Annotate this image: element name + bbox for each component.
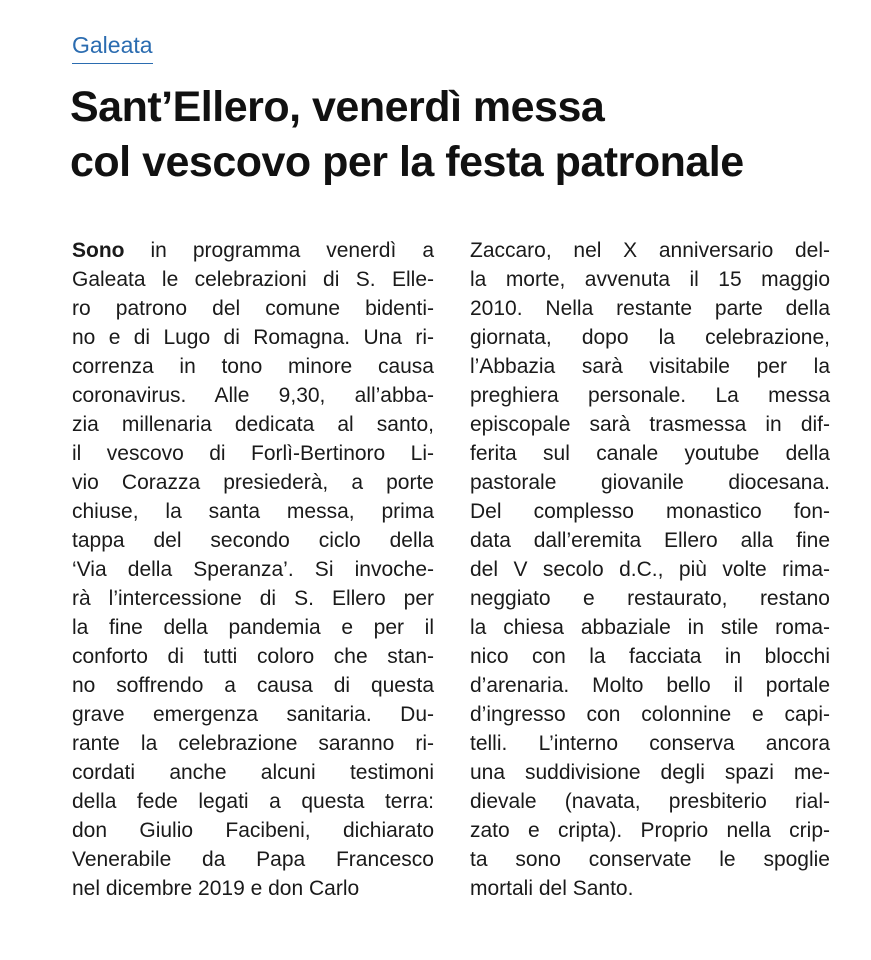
article-line: vio Corazza presiederà, a porte <box>72 471 434 494</box>
article-line: rante la celebrazione saranno ri- <box>72 732 434 755</box>
article-line: telli. L’interno conserva ancora <box>470 732 830 755</box>
article-line: ‘Via della Speranza’. Si invoche- <box>72 558 434 581</box>
article-line: d’ingresso con colonnine e capi- <box>470 703 830 726</box>
headline <box>70 80 850 190</box>
article-line: dievale (navata, presbiterio rial- <box>470 790 830 813</box>
headline-line-2: col vescovo per la festa patronale <box>70 138 744 186</box>
article-line: coronavirus. Alle 9,30, all’abba- <box>72 384 434 407</box>
article-line: episcopale sarà trasmessa in dif- <box>470 413 830 436</box>
article-lead-word: Sono <box>72 239 125 262</box>
article-line: data dall’eremita Ellero alla fine <box>470 529 830 552</box>
article-line: d’arenaria. Molto bello il portale <box>470 674 830 697</box>
article-line-text: in programma venerdì a <box>124 239 434 262</box>
article-line: cordati anche alcuni testimoni <box>72 761 434 784</box>
article-line: zia millenaria dedicata al santo, <box>72 413 434 436</box>
article-line: ferita sul canale youtube della <box>470 442 830 465</box>
article-line: tappa del secondo ciclo della <box>72 529 434 552</box>
article-line: don Giulio Facibeni, dichiarato <box>72 819 434 842</box>
article-line: 2010. Nella restante parte della <box>470 297 830 320</box>
article-line: del V secolo d.C., più volte rima- <box>470 558 830 581</box>
article-line: della fede legati a questa terra: <box>72 790 434 813</box>
article-column-right <box>470 236 830 903</box>
article-line: Venerabile da Papa Francesco <box>72 848 434 871</box>
headline-line-1: Sant’Ellero, venerdì messa <box>70 83 605 131</box>
article-line: zato e cripta). Proprio nella crip- <box>470 819 830 842</box>
article-line <box>72 236 434 265</box>
article-line: no e di Lugo di Romagna. Una ri- <box>72 326 434 349</box>
article-line: conforto di tutti coloro che stan- <box>72 645 434 668</box>
article-line: chiuse, la santa messa, prima <box>72 500 434 523</box>
article-line: giornata, dopo la celebrazione, <box>470 326 830 349</box>
article-line: l’Abbazia sarà visitabile per la <box>470 355 830 378</box>
article-line: correnza in tono minore causa <box>72 355 434 378</box>
article-line: la chiesa abbaziale in stile roma- <box>470 616 830 639</box>
article-line: la morte, avvenuta il 15 maggio <box>470 268 830 291</box>
article-line: rà l’intercessione di S. Ellero per <box>72 587 434 610</box>
article-line: una suddivisione degli spazi me- <box>470 761 830 784</box>
article-line: ta sono conservate le spoglie <box>470 848 830 871</box>
article-line: nico con la facciata in blocchi <box>470 645 830 668</box>
article-line: Zaccaro, nel X anniversario del- <box>470 239 830 262</box>
article-column-left <box>72 236 434 903</box>
article-line: il vescovo di Forlì-Bertinoro Li- <box>72 442 434 465</box>
article-line: mortali del Santo. <box>470 877 634 900</box>
article-line: ro patrono del comune bidenti- <box>72 297 434 320</box>
article-line: pastorale giovanile diocesana. <box>470 471 830 494</box>
article-line: Del complesso monastico fon- <box>470 500 830 523</box>
article-line: la fine della pandemia e per il <box>72 616 434 639</box>
article-line: Galeata le celebrazioni di S. Elle- <box>72 268 434 291</box>
article-line: no soffrendo a causa di questa <box>72 674 434 697</box>
article-line: preghiera personale. La messa <box>470 384 830 407</box>
article-line: neggiato e restaurato, restano <box>470 587 830 610</box>
article-line: nel dicembre 2019 e don Carlo <box>72 877 360 900</box>
article-line: grave emergenza sanitaria. Du- <box>72 703 434 726</box>
section-label: Galeata <box>72 30 153 64</box>
